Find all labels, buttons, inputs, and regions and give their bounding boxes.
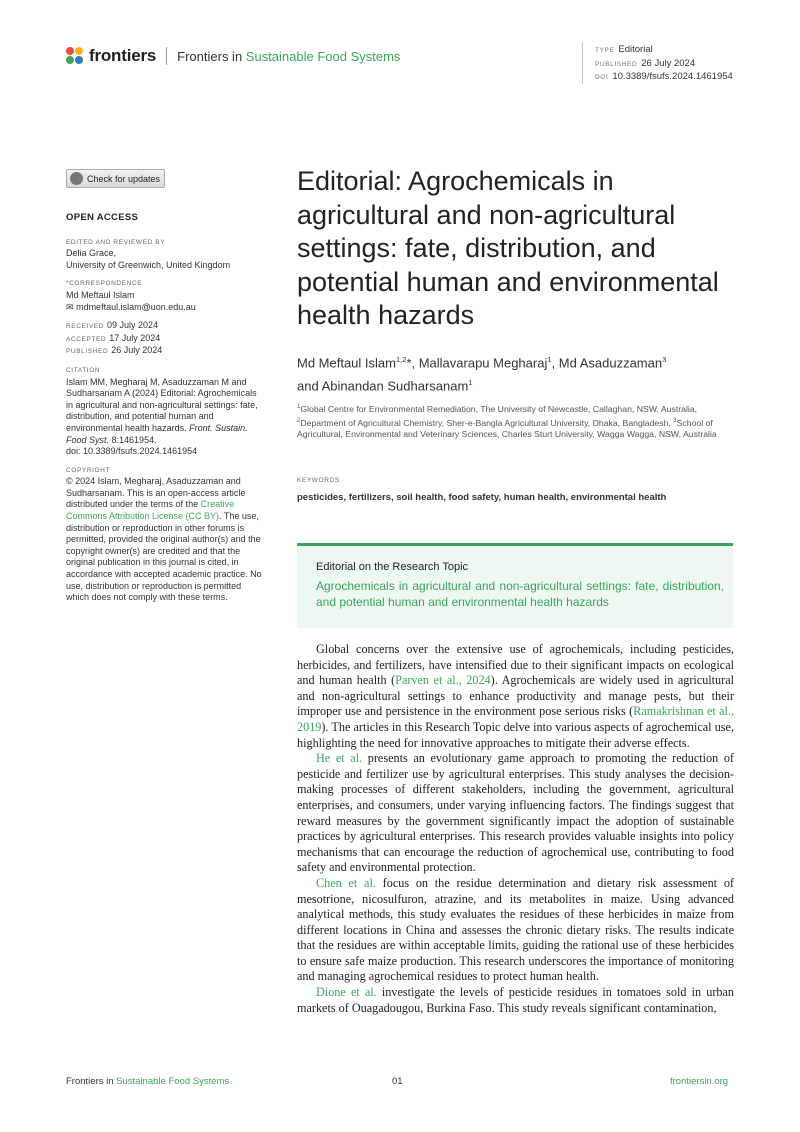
open-access-label: OPEN ACCESS <box>66 212 139 223</box>
citation-text: Islam MM, Megharaj M, Asaduzzaman M and Sudharsanam A (2024) Editorial: Agrochemicals in agricultural and non-agricultural settings: fate, distribution, and potential human and environmental health hazards. Front. Sustain. Food Syst. 8:1461954. doi: 10.3389/fsufs.2024.1461954 <box>66 376 258 457</box>
check-updates-label: Check for updates <box>87 173 161 184</box>
reference-link[interactable]: Chen et al. <box>316 875 376 890</box>
check-for-updates-button[interactable] <box>66 169 165 188</box>
meta-divider <box>582 42 583 84</box>
article-title: Editorial: Agrochemicals in agricultural and non-agricultural settings: fate, distribution, and potential human and environmental health hazards <box>297 166 719 330</box>
site-link[interactable]: frontiersin.org <box>670 1076 729 1087</box>
reference-link[interactable]: Dione et al. <box>316 985 377 1000</box>
dates-block <box>66 320 266 358</box>
correspondence-block <box>66 278 266 313</box>
journal-title: Frontiers in Sustainable Food Systems <box>177 48 401 64</box>
reference-link[interactable]: Parven et al., 2024 <box>395 673 491 688</box>
author-name[interactable]: Md Meftaul Islam <box>297 355 396 371</box>
keywords-list: pesticides, fertilizers, soil health, food safety, human health, environmental health <box>297 492 667 503</box>
paragraph: Dione et al. investigate the levels of pesticide residues in tomatoes sold in urban markets of Ouagadougou, Burkina Faso. This study reveals significant contamination, <box>297 985 734 1015</box>
received-date: RECEIVED 09 July 2024 <box>66 320 159 331</box>
research-topic-link[interactable]: Agrochemicals in agricultural and non-agricultural settings: fate, distribution, and potential human and environmental health hazards <box>316 579 724 609</box>
page-number: 01 <box>392 1076 403 1087</box>
published-date: PUBLISHED 26 July 2024 <box>66 345 163 356</box>
paragraph: He et al. presents an evolutionary game approach to promoting the reduction of pesticide and fertilizer use by agricultural enterprises. This study analyses the decision-making processes of different stakeholders, including the government, agricultural enterprises, and consumers, under varying influencing factors. The findings suggest that reward measures by the government significantly impact the adoption of sustainable practices by agricultural enterprises. This research provides valuable insights into policy mechanisms that can encourage the reduction of agrochemical use, contributing to food safety and environmental protection. <box>297 751 734 875</box>
correspondence-email[interactable]: mdmeftaul.islam@uon.edu.au <box>76 301 196 312</box>
affiliations: $^1$Global Centre for Environmental Remediation, The University of Newcastle, Callaghan, NSW, Australia, $^2$Department of Agricultural Chemistry, Sher-e-Bangla Agricultural University, Dhaka, Bangladesh, $^3$School of Agricultural, Environmental and Veterinary Sciences, Charles Sturt University, Wagga Wagga, NSW, Australia <box>297 403 717 440</box>
envelope-icon: ✉ <box>66 301 74 312</box>
reference-link[interactable]: Ramakrishnan et al., 2019 <box>297 704 734 734</box>
accepted-date: ACCEPTED 17 July 2024 <box>66 332 161 343</box>
copyright-text: © 2024 Islam, Megharaj, Asaduzzaman and Sudharsanam. This is an open-access article distributed under the terms of the Creative Commons Attribution License (CC BY). The use, distribution or reproduction in other forums is permitted, provided the original author(s) and the copyright owner(s) are credited and that the original publication in this journal is cited, in accordance with accepted academic practice. No use, distribution or reproduction is permitted which does not comply with these terms. <box>66 476 262 603</box>
author-name[interactable]: Md Asaduzzaman <box>558 355 663 371</box>
correspondence-name: Md Meftaul Islam <box>66 289 135 300</box>
reference-link[interactable]: He et al. <box>316 751 363 766</box>
logo-divider <box>166 47 167 65</box>
published-line: PUBLISHED 26 July 2024 <box>595 57 696 69</box>
author-name[interactable]: Abinandan Sudharsanam <box>321 378 469 394</box>
cc-by-license-link[interactable]: Creative Commons Attribution License (CC BY) <box>66 499 235 522</box>
correspondence-email-row[interactable] <box>66 302 266 314</box>
editor-name: Delia Grace, <box>66 248 117 259</box>
edited-label: EDITED AND REVIEWED BY <box>66 238 166 246</box>
author-name[interactable]: Mallavarapu Megharaj <box>418 355 548 371</box>
type-line: TYPE Editorial <box>595 44 653 55</box>
doi-line[interactable]: DOI 10.3389/fsufs.2024.1461954 <box>595 71 733 82</box>
article-meta <box>595 44 733 85</box>
frontiers-logo-icon <box>66 47 84 65</box>
keywords-label: KEYWORDS <box>297 477 340 484</box>
citation-label: CITATION <box>66 366 101 374</box>
paragraph: Global concerns over the extensive use of agrochemicals, including pesticides, herbicides, and fertilizers, have intensified due to their significant impacts on ecological and human health (Parven et al., 2024). Agrochemicals are widely used in agricultural and non-agricultural settings to enhance productivity and manage pests, but their improper use and persistence in the environment pose serious risks (Ramakrishnan et al., 2019). The articles in this Research Topic delve into various aspects of agrochemical use, highlighting the need for innovative approaches to mitigate their adverse effects. <box>297 642 735 750</box>
author-list: Md Meftaul Islam$^{1,2}$*, Mallavarapu Megharaj$^1$, Md Asaduzzaman$^3$ and Abinandan Sudharsanam$^1$ <box>297 355 667 394</box>
brand-name: frontiers <box>89 46 157 65</box>
check-updates-icon <box>70 172 83 185</box>
copyright-block <box>66 465 266 604</box>
copyright-label: COPYRIGHT <box>66 466 111 474</box>
journal-logo[interactable] <box>66 46 400 66</box>
article-sidebar <box>66 212 266 611</box>
correspondence-label: *CORRESPONDENCE <box>66 280 143 288</box>
footer-journal: Frontiers in Sustainable Food Systems <box>66 1076 230 1087</box>
citation-block <box>66 365 266 458</box>
editor-affiliation: University of Greenwich, United Kingdom <box>66 259 231 270</box>
editor-block <box>66 237 266 272</box>
paragraph: Chen et al. focus on the residue determination and dietary risk assessment of mesotrione, nicosulfuron, atrazine, and its metabolites in maize. Using advanced analytical methods, this study evaluates the residues of these herbicides in maize from different locations in China and assesses the chronic dietary risks. The results indicate that the residues are within acceptable limits, guiding the rational use of these herbicides to ensure safe maize production. This research underscores the importance of monitoring and managing agrochemical residues to protect human health. <box>297 875 734 984</box>
article-body <box>297 642 734 1016</box>
research-topic-heading: Editorial on the Research Topic <box>316 561 469 573</box>
